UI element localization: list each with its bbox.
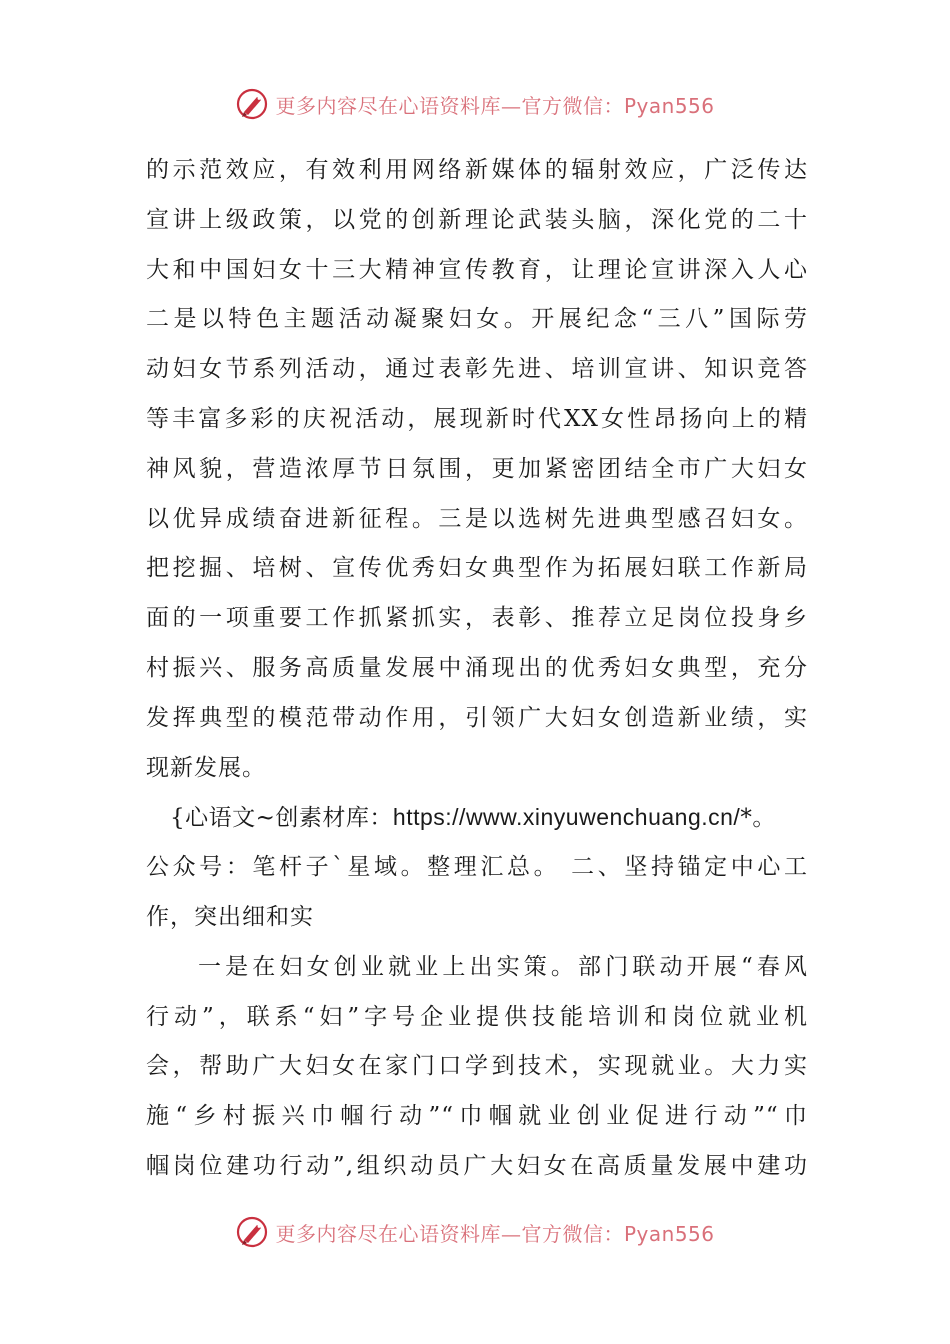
text-line: 施“乡村振兴巾帼行动”“巾帼就业创业促进行动”“巾	[146, 1103, 808, 1130]
source-url: https://www.xinyuwenchuang.cn/	[392, 804, 741, 831]
header-banner-text: 更多内容尽在心语资料库—官方微信：Pyan556	[275, 93, 715, 118]
text-line: 动妇女节系列活动，通过表彰先进、培训宣讲、知识竞答	[146, 356, 808, 383]
text-line: 的示范效应，有效利用网络新媒体的辐射效应，广泛传达	[146, 157, 808, 183]
document-body	[146, 146, 808, 1192]
source-note-suffix: *。	[740, 805, 776, 832]
header-banner	[0, 84, 950, 124]
text-line: 把挖掘、培树、宣传优秀妇女典型作为拓展妇联工作新局	[146, 555, 808, 582]
source-note	[146, 793, 808, 843]
text-line: 等丰富多彩的庆祝活动，展现新时代XX女性昂扬向上的精	[146, 405, 808, 432]
text-line: 二是以特色主题活动凝聚妇女。开展纪念“三八”国际劳	[146, 306, 808, 333]
pen-circle-icon	[235, 87, 269, 121]
text-line: 神风貌，营造浓厚节日氛围，更加紧密团结全市广大妇女	[146, 455, 808, 482]
text-line: 一是在妇女创业就业上出实策。部门联动开展“春风	[198, 953, 808, 980]
text-line: 村振兴、服务高质量发展中涌现出的优秀妇女典型，充分	[146, 654, 808, 681]
text-line: 以优异成绩奋进新征程。三是以选树先进典型感召妇女。	[146, 505, 808, 532]
paragraph-3	[146, 943, 808, 1192]
text-line: 大和中国妇女十三大精神宣传教育，让理论宣讲深入人心	[146, 256, 808, 283]
text-line: 公众号：笔杆子`星域。整理汇总。 二、坚持锚定中心工	[146, 854, 808, 881]
footer-banner	[0, 1212, 950, 1252]
footer-banner-text: 更多内容尽在心语资料库—官方微信：Pyan556	[275, 1221, 715, 1246]
pen-circle-icon	[235, 1215, 269, 1249]
text-line: 行动”，联系“妇”字号企业提供技能培训和岗位就业机	[146, 1003, 808, 1030]
text-line: 帼岗位建功行动”,组织动员广大妇女在高质量发展中建功	[146, 1152, 808, 1179]
text-line: 发挥典型的模范带动作用，引领广大妇女创造新业绩，实	[146, 704, 808, 731]
paragraph-1	[146, 146, 808, 793]
paragraph-2	[146, 843, 808, 943]
text-line: 面的一项重要工作抓紧抓实，表彰、推荐立足岗位投身乡	[146, 605, 808, 632]
text-line: 现新发展。	[146, 754, 266, 781]
source-note-prefix: {心语文~创素材库：	[170, 805, 393, 832]
text-line: 宣讲上级政策，以党的创新理论武装头脑，深化党的二十	[146, 206, 808, 233]
text-line: 作，突出细和实	[146, 903, 314, 930]
text-line: 会，帮助广大妇女在家门口学到技术，实现就业。大力实	[146, 1053, 808, 1080]
